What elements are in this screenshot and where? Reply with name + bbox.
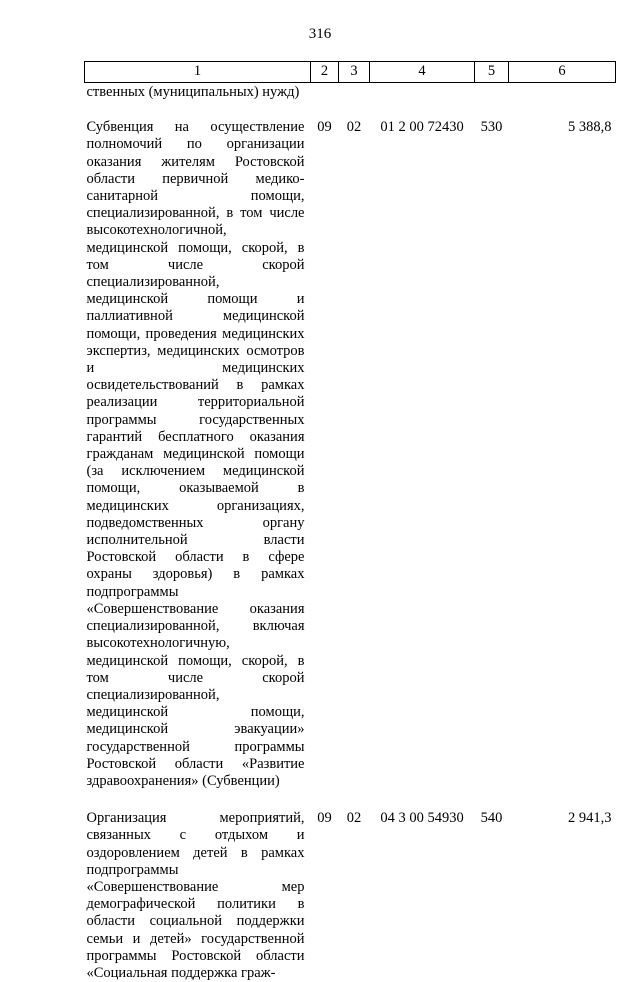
row-amount: 5 388,8 [568, 119, 612, 136]
table-row [85, 119, 616, 810]
header-col-6: 6 [509, 62, 616, 83]
row-target-article: 01 2 00 72430 [380, 119, 464, 136]
header-row [85, 62, 616, 83]
header-col-2: 2 [311, 62, 339, 83]
row-section: 09 [317, 119, 332, 136]
row-expense-type: 540 [480, 810, 503, 827]
budget-table [84, 61, 616, 982]
row-expense-type: 530 [480, 119, 503, 136]
row-subsection: 02 [346, 119, 362, 136]
page-number: 316 [308, 26, 332, 42]
row-target-article: 04 3 00 54930 [380, 810, 464, 827]
row-subsection: 02 [346, 810, 362, 827]
table-row [85, 810, 616, 982]
row-amount: 2 941,3 [568, 810, 612, 827]
header-col-5: 5 [475, 62, 509, 83]
row-description: Организация мероприятий, связанных с отдыхом и оздоровлением детей в рамках подпрограммы «Совершенствование мер демографической политики в области социальной поддержки семьи и детей» государственной программы Ростовской области «Социальная поддержка граж- [86, 810, 305, 981]
header-col-4: 4 [370, 62, 475, 83]
row-section: 09 [317, 810, 332, 827]
header-col-3: 3 [339, 62, 370, 83]
continuation-row [85, 83, 616, 120]
continuation-text: ственных (муниципальных) нужд) [86, 84, 300, 100]
row-description: Субвенция на осуществление полномочий по организации оказания жителям Ростовской области первичной медико-санитарной помощи, специализированной, в том числе высокотехнологичной, медицинской помощи, скорой, в том числе скорой специализированной, медицинской помощи и паллиативной медицинской помощи, проведения медицинских экспертиз, медицинских осмотров и медицинских освидетельствований в рамках реализации территориальной программы государственных гарантий бесплатного оказания гражданам медицинской помощи (за исключением медицинской помощи, оказываемой в медицинских организациях, подведомственных органу исполнительной власти Ростовской области в сфере охраны здоровья) в рамках подпрограммы «Совершенствование оказания специализированной, включая высокотехнологичную, медицинской помощи, скорой, в том числе скорой специализированной, медицинской помощи, медицинской эвакуации» государственной программы Ростовской области «Развитие здравоохранения» (Субвенции) [86, 119, 305, 789]
header-col-1: 1 [85, 62, 311, 83]
